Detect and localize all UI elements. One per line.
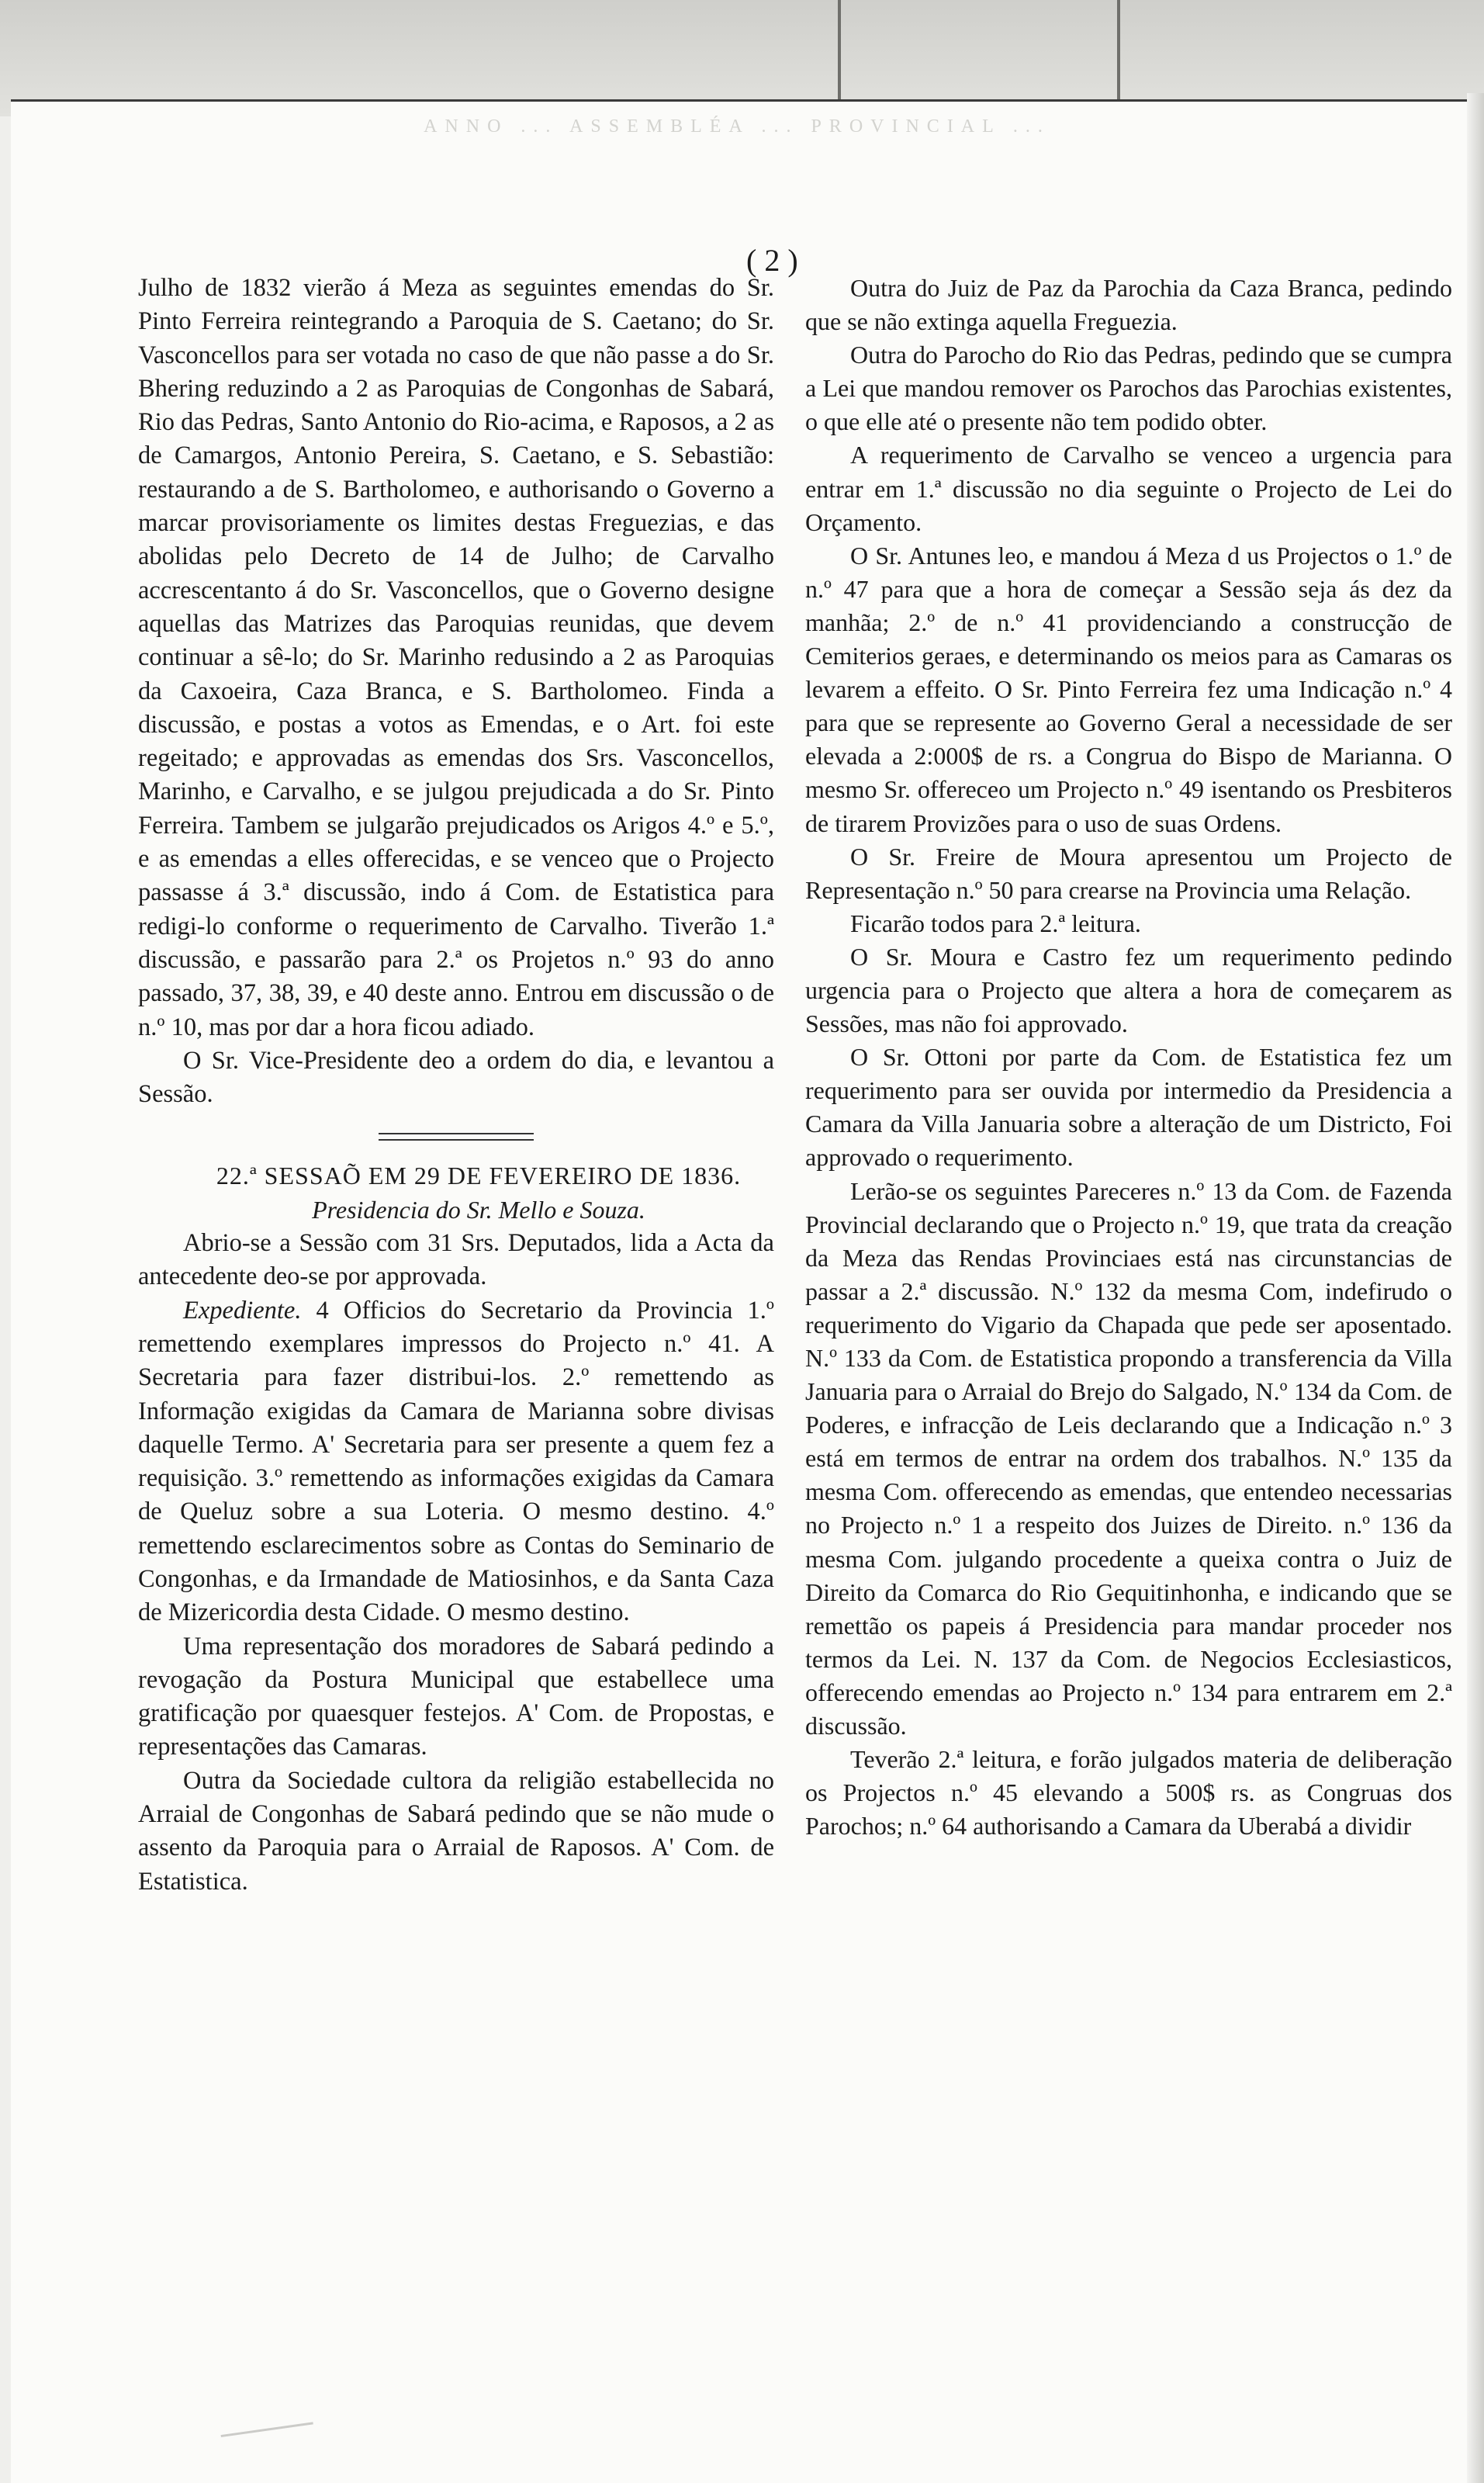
paragraph <box>138 1294 774 1630</box>
paragraph: O Sr. Moura e Castro fez um requerimento pedindo urgencia para o Projecto que altera a hora de começarem as Sessões, mas não foi approvado. <box>805 942 1452 1038</box>
paragraph: O Sr. Freire de Moura apresentou um Projecto de Representação n.º 50 para crearse na Provincia uma Relação. <box>805 842 1452 904</box>
paragraph: Abrio-se a Sessão com 31 Srs. Deputados, lida a Acta da antecedente deo-se por approvada. <box>138 1229 774 1291</box>
paragraph: Uma representação dos moradores de Sabará pedindo a revogação da Postura Municipal que estabellece uma gratificação por quaesquer festejos. A' Com. de Propostas, e representações das Camaras. <box>138 1632 774 1761</box>
expediente-label: Expediente. <box>183 1296 302 1325</box>
page-number: ( 2 ) <box>746 243 798 278</box>
paragraph: O Sr. Vice-Presidente deo a ordem do dia, e levantou a Sessão. <box>138 1046 774 1109</box>
bleed-through-header: ANNO ... ASSEMBLÉA ... PROVINCIAL ... <box>424 116 1050 137</box>
page-edge <box>1467 93 1484 2483</box>
paragraph: Outra da Sociedade cultora da religião estabellecida no Arraial de Congonhas de Sabará pedindo que se não mude o assento da Paroquia para o Arraial de Raposos. A' Com. de Estatistica. <box>138 1766 774 1896</box>
right-column <box>805 272 1452 1843</box>
paragraph: O Sr. Antunes leo, e mandou á Meza d us Projectos o 1.º de n.º 47 para que a hora de começar a Sessão seja ás dez da manhãa; 2.º de n.º 41 providenciando a construcção de Cemiterios geraes, e determinando os meios para as Camaras os levarem a effeito. O Sr. Pinto Ferreira fez uma Indicação n.º 4 para que se represente ao Governo Geral a necessidade de ser elevada a 2:000$ de rs. a Congrua do Bispo de Marianna. O mesmo Sr. offereceo um Projecto n.º 49 isentando os Presbiteros de tirarem Provizões para o uso de suas Ordens. <box>805 541 1452 837</box>
paragraph: Outra do Juiz de Paz da Parochia da Caza Branca, pedindo que se não extinga aquella Freguezia. <box>805 274 1452 336</box>
expediente-text: 4 Officios do Secretario da Provincia 1.º remettendo exemplares impressos do Projecto n.º 41. A Secretaria para fazer distribui-los. 2.º remettendo as Informação exigidas da Camara de Marianna sobre divisas daquelle Termo. A' Secretaria para ser presente a quem fez a requisição. 3.º remettendo as informações exigidas da Camara de Queluz sobre a sua Loteria. O mesmo destino. 4.º remettendo esclarecimentos sobre as Contas do Seminario de Congonhas, e da Irmandade de Matiosinhos, e da Santa Caza de Mizericordia desta Cidade. O mesmo destino. <box>138 1296 774 1627</box>
presidency-line: Presidencia do Sr. Mello e Souza. <box>312 1195 645 1224</box>
paragraph: A requerimento de Carvalho se venceo a urgencia para entrar em 1.ª discussão no dia seguinte o Projecto de Lei do Orçamento. <box>805 441 1452 536</box>
paragraph: Julho de 1832 vierão á Meza as seguintes emendas do Sr. Pinto Ferreira reintegrando a Paroquia de S. Caetano; do Sr. Vasconcellos para ser votada no caso de que não passe a do Sr. Bhering reduzindo a 2 as Paroquias de Congonhas de Sabará, Rio das Pedras, Santo Antonio do Rio-acima, e Raposos, a 2 as de Camargos, Antonio Pereira, S. Caetano, e S. Sebastião: restaurando a de S. Bartholomeo, e authorisando o Governo a marcar provisoriamente os limites destas Freguezias, e das abolidas pelo Decreto de 14 de Julho; de Carvalho accrescentanto á do Sr. Vasconcellos, que o Governo designe aquellas das Matrizes das Paroquias reunidas, que devem continuar a sê-lo; do Sr. Marinho redusindo a 2 as Paroquias da Caxoeira, Caza Branca, e S. Bartholomeo. Finda a discussão, e postas a votos as Emendas, e o Art. foi este regeitado; e approvadas as emendas dos Srs. Vasconcellos, Marinho, e Carvalho, e se julgou prejudicada a do Sr. Pinto Ferreira. Tambem se julgarão prejudicados os Arigos 4.º e 5.º, e as emendas a elles offerecidas, e se venceo que o Projecto passasse á 3.ª discussão, indo á Com. de Estatistica para redigi-lo conforme o requerimento de Carvalho. Tiverão 1.ª discussão, e passarão para 2.ª os Projetos n.º 93 do anno passado, 37, 38, 39, e 40 deste anno. Entrou em discussão o de n.º 10, mas por dar a hora ficou adiado. <box>138 274 774 1041</box>
paragraph: Ficarão todos para 2.ª leitura. <box>850 909 1141 937</box>
left-column <box>138 272 774 1899</box>
paragraph: Lerão-se os seguintes Pareceres n.º 13 da Com. de Fazenda Provincial declarando que o Projecto n.º 19, que trata da creação da Meza das Rendas Provinciaes está nas circunstancias de passar a 2.ª discussão. N.º 132 da mesma Com, indefirudo o requerimento do Vigario da Chapada que pede ser aposentado. N.º 133 da Com. de Estatistica propondo a transferencia da Villa Januaria para o Arraial do Brejo do Salgado, N.º 134 da Com. de Poderes, e infracção de Leis declarando que a Indicação n.º 3 está em termos de entrar na ordem dos trabalhos. N.º 135 da mesma Com. offerecendo as emendas, que entendeo necessarias no Projecto n.º 1 a respeito dos Juizes de Direito. n.º 136 da mesma Com. julgando procedente a queixa contra o Juiz de Direito da Comarca do Rio Gequitinhonha, e indicando que se remettão os papeis á Presidencia para mandar proceder nos termos da Lei. N. 137 da Com. de Negocios Ecclesiasticos, offerecendo emendas ao Projecto n.º 134 para entrarem em 2.ª discussão. <box>805 1176 1452 1740</box>
paragraph: Outra do Parocho do Rio das Pedras, pedindo que se cumpra a Lei que mandou remover os Parochos das Parochias existentes, o que elle até o presente não tem podido obter. <box>805 341 1452 436</box>
session-title: 22.ª SESSAÕ EM 29 DE FEVEREIRO DE 1836. <box>216 1162 742 1190</box>
section-divider <box>379 1133 534 1141</box>
fold-line <box>838 0 841 101</box>
paragraph: O Sr. Ottoni por parte da Com. de Estatistica fez um requerimento para ser ouvida por intermedio da Presidencia a Camara da Villa Januaria sobre a alteração de um Districto, Foi approvado o requerimento. <box>805 1043 1452 1172</box>
fold-line <box>1117 0 1120 101</box>
paragraph: Teverão 2.ª leitura, e forão julgados materia de deliberação os Projectos n.º 45 elevando a 500$ rs. as Congruas dos Parochos; n.º 64 authorisando a Camara da Uberabá a dividir <box>805 1745 1452 1841</box>
